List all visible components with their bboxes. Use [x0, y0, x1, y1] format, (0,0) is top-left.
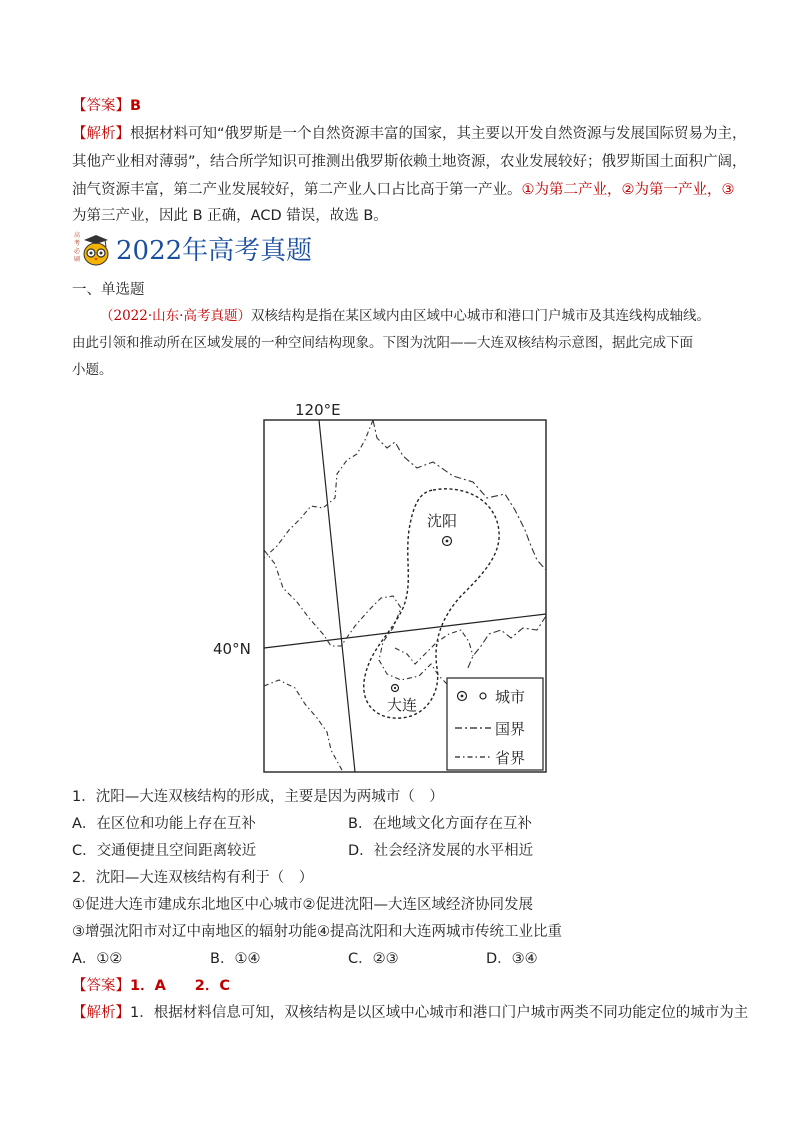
coastline-liaodong	[395, 630, 473, 664]
national-border	[373, 420, 546, 570]
q2-option-b[interactable]: B．①④	[210, 951, 261, 967]
section-title	[72, 228, 312, 268]
q2-stem: 2．沈阳—大连双核结构有利于（ ）	[72, 870, 314, 886]
q2-option-d[interactable]: D．③④	[486, 951, 538, 967]
parallel-40n	[264, 614, 546, 648]
svg-text:考: 考	[74, 240, 81, 247]
analysis-text: 油气资源丰富，第二产业发展较好，第二产业人口占比高于第一产业。	[72, 182, 522, 198]
material-text: 双核结构是指在某区域内由区域中心城市和港口门户城市及其连线构成轴线。	[250, 308, 710, 324]
owl-badge-icon	[72, 228, 110, 268]
legend-provincial-label: 省界	[495, 749, 526, 767]
q1-option-d[interactable]: D．社会经济发展的水平相近	[348, 843, 534, 859]
legend-national-label: 国界	[495, 720, 526, 738]
material-line-2: 由此引领和推动所在区域发展的一种空间结构现象。下图为沈阳——大连双核结构示意图，据此完成下面	[72, 335, 693, 351]
provincial-border-west	[264, 680, 343, 772]
analysis-text-circled: ①为第二产业，②为第一产业，③	[521, 182, 735, 198]
city-label-dalian: 大连	[387, 696, 418, 714]
q1-stem: 1．沈阳—大连双核结构的形成，主要是因为两城市（ ）	[72, 789, 444, 805]
analysis-text: 根据材料可知“俄罗斯是一个自然资源丰富的国家，其主要以开发自然资源与发展国际贸易为主，	[130, 126, 747, 142]
prev-analysis-line-4: 为第三产业，因此 B 正确，ACD 错误，故选 B。	[72, 208, 388, 224]
answer-row	[72, 976, 732, 996]
national-border-east	[467, 616, 546, 670]
q1-option-c[interactable]: C．交通便捷且空间距离较近	[72, 843, 257, 859]
q1-option-a[interactable]: A．在区位和功能上存在互补	[72, 816, 256, 832]
meridian-120e	[319, 420, 355, 772]
shenyang-dalian-map	[205, 398, 550, 776]
q2-statement-line-2: ③增强沈阳市对辽中南地区的辐射功能④提高沈阳和大连两城市传统工业比重	[72, 924, 562, 940]
section-title-text: 2022年高考真题	[116, 235, 313, 266]
provincial-border-south	[264, 550, 453, 700]
q2-statement-line-1: ①促进大连市建成东北地区中心城市②促进沈阳—大连区域经济协同发展	[72, 897, 533, 913]
material-line-3: 小题。	[72, 362, 113, 378]
prev-analysis-line-3	[72, 180, 735, 200]
analysis-text: 1．根据材料信息可知，双核结构是以区域中心城市和港口门户城市两类不同功能定位的城市为主	[130, 1005, 749, 1021]
prev-analysis-line-2: 其他产业相对薄弱”，结合所学知识可推测出俄罗斯依赖土地资源，农业发展较好；俄罗斯国土面积广阔，	[72, 154, 747, 170]
legend-city-label: 城市	[495, 688, 526, 706]
part-heading: 一、单选题	[72, 282, 145, 298]
prev-answer	[72, 96, 732, 116]
svg-text:必: 必	[74, 248, 81, 255]
svg-text:刷: 刷	[74, 256, 81, 263]
material-source: （2022·山东·高考真题）	[100, 308, 251, 324]
material-line-1	[100, 306, 732, 326]
analysis-row	[72, 1003, 749, 1023]
q2-option-c[interactable]: C．②③	[348, 951, 399, 967]
analysis-tag: 【解析】	[72, 1005, 130, 1021]
latitude-label: 40°N	[213, 640, 251, 658]
provincial-border-north	[264, 420, 373, 558]
answer-value: 1．A 2．C	[130, 978, 231, 994]
answer-value: B	[130, 98, 142, 114]
prev-analysis-line-1	[72, 124, 747, 144]
longitude-label: 120°E	[295, 401, 341, 419]
q2-option-a[interactable]: A．①②	[72, 951, 123, 967]
q1-option-b[interactable]: B．在地域文化方面存在互补	[348, 816, 532, 832]
city-label-shenyang: 沈阳	[427, 512, 458, 530]
svg-text:高: 高	[74, 232, 81, 239]
answer-tag: 【答案】	[72, 98, 130, 114]
answer-tag: 【答案】	[72, 978, 130, 994]
analysis-tag: 【解析】	[72, 126, 130, 142]
